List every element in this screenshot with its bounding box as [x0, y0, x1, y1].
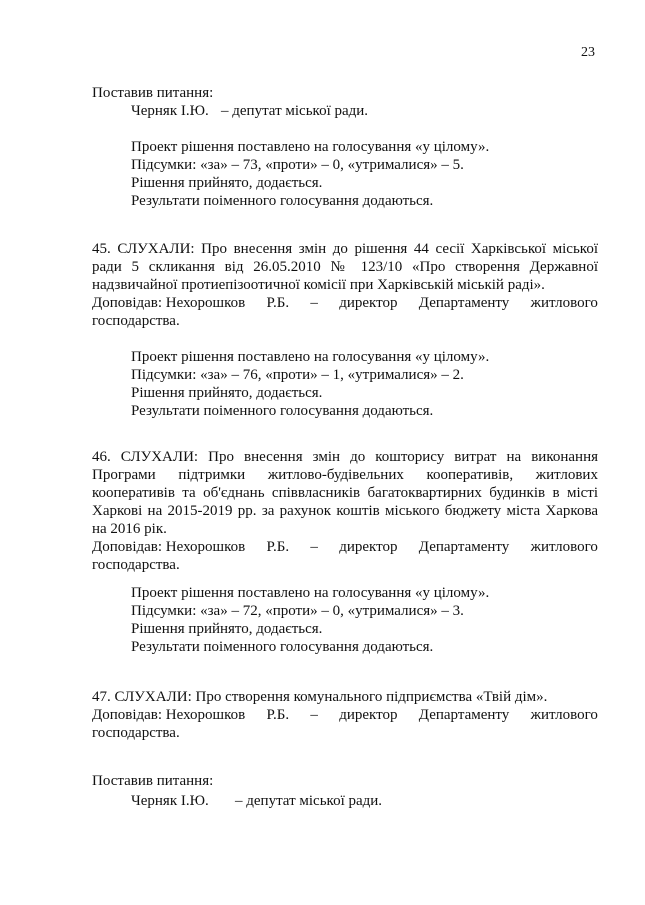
- item-46-reporter-tail: господарства.: [92, 557, 180, 573]
- reporter-part: житлового: [530, 539, 598, 555]
- item-46-line: кооперативів та об'єднань співвласників багатоквартирних будинків в місті: [92, 485, 598, 501]
- speaker-name: Черняк І.Ю.: [131, 793, 209, 809]
- item-45-reporter: [92, 294, 598, 312]
- vote-line: Рішення прийнято, додається.: [131, 385, 323, 401]
- vote-line: Рішення прийнято, додається.: [131, 621, 323, 637]
- reporter-part: –: [310, 707, 318, 723]
- item-47-reporter: [92, 706, 598, 724]
- vote-line: Результати поіменного голосування додаються.: [131, 403, 434, 419]
- speaker-name: Черняк І.Ю.: [131, 103, 209, 119]
- reporter-part: директор: [339, 295, 398, 311]
- vote-line: Проект рішення поставлено на голосування «у цілому».: [131, 585, 490, 601]
- reporter-part: –: [310, 539, 318, 555]
- item-46-line: на 2016 рік.: [92, 521, 167, 537]
- reporter-part: Доповідав: Нехорошков: [92, 295, 246, 311]
- reporter-part: Департаменту: [418, 539, 510, 555]
- vote-line: Рішення прийнято, додається.: [131, 175, 323, 191]
- item-46-word: Програми: [92, 467, 156, 483]
- speaker-role: – депутат міської ради.: [221, 103, 369, 119]
- vote-line: Результати поіменного голосування додаються.: [131, 639, 434, 655]
- put-question-label: Поставив питання:: [92, 85, 214, 101]
- reporter-part: Доповідав: Нехорошков: [92, 707, 246, 723]
- item-46-word: кооперативів,: [426, 467, 514, 483]
- vote-line: Результати поіменного голосування додаються.: [131, 193, 434, 209]
- reporter-part: житлового: [530, 707, 598, 723]
- vote-line: Підсумки: «за» – 73, «проти» – 0, «утрималися» – 5.: [131, 157, 464, 173]
- reporter-part: Доповідав: Нехорошков: [92, 539, 246, 555]
- reporter-part: Р.Б.: [266, 295, 290, 311]
- reporter-part: директор: [339, 539, 398, 555]
- reporter-part: Р.Б.: [266, 707, 290, 723]
- reporter-part: директор: [339, 707, 398, 723]
- item-46-word: житлових: [535, 467, 598, 483]
- vote-line: Підсумки: «за» – 72, «проти» – 0, «утрималися» – 3.: [131, 603, 464, 619]
- speaker-role: – депутат міської ради.: [235, 793, 383, 809]
- reporter-part: Департаменту: [418, 707, 510, 723]
- item-45-reporter-tail: господарства.: [92, 313, 180, 329]
- page-number: 23: [581, 45, 595, 60]
- reporter-part: житлового: [530, 295, 598, 311]
- item-46-line: 46. СЛУХАЛИ: Про внесення змін до кошторису витрат на виконання: [92, 449, 598, 465]
- item-46-line: [92, 466, 598, 484]
- item-45-line: ради 5 скликання від 26.05.2010 № 123/10 «Про створення Державної: [92, 259, 598, 275]
- item-45-line: надзвичайної протиепізоотичної комісії при Харківській міській раді».: [92, 277, 545, 293]
- item-46-word: житлово-будівельних: [267, 467, 404, 483]
- reporter-part: –: [310, 295, 318, 311]
- item-45-line: 45. СЛУХАЛИ: Про внесення змін до рішення 44 сесії Харківської міської: [92, 241, 598, 257]
- item-46-line: Харкові на 2015-2019 рр. за рахунок коштів міського бюджету міста Харкова: [92, 503, 598, 519]
- vote-line: Підсумки: «за» – 76, «проти» – 1, «утрималися» – 2.: [131, 367, 464, 383]
- vote-line: Проект рішення поставлено на голосування «у цілому».: [131, 139, 490, 155]
- item-46-word: підтримки: [178, 467, 246, 483]
- put-question-label: Поставив питання:: [92, 773, 214, 789]
- reporter-part: Департаменту: [418, 295, 510, 311]
- reporter-part: Р.Б.: [266, 539, 290, 555]
- item-47-reporter-tail: господарства.: [92, 725, 180, 741]
- vote-line: Проект рішення поставлено на голосування «у цілому».: [131, 349, 490, 365]
- item-47-line: 47. СЛУХАЛИ: Про створення комунального підприємства «Твій дім».: [92, 689, 548, 705]
- item-46-reporter: [92, 538, 598, 556]
